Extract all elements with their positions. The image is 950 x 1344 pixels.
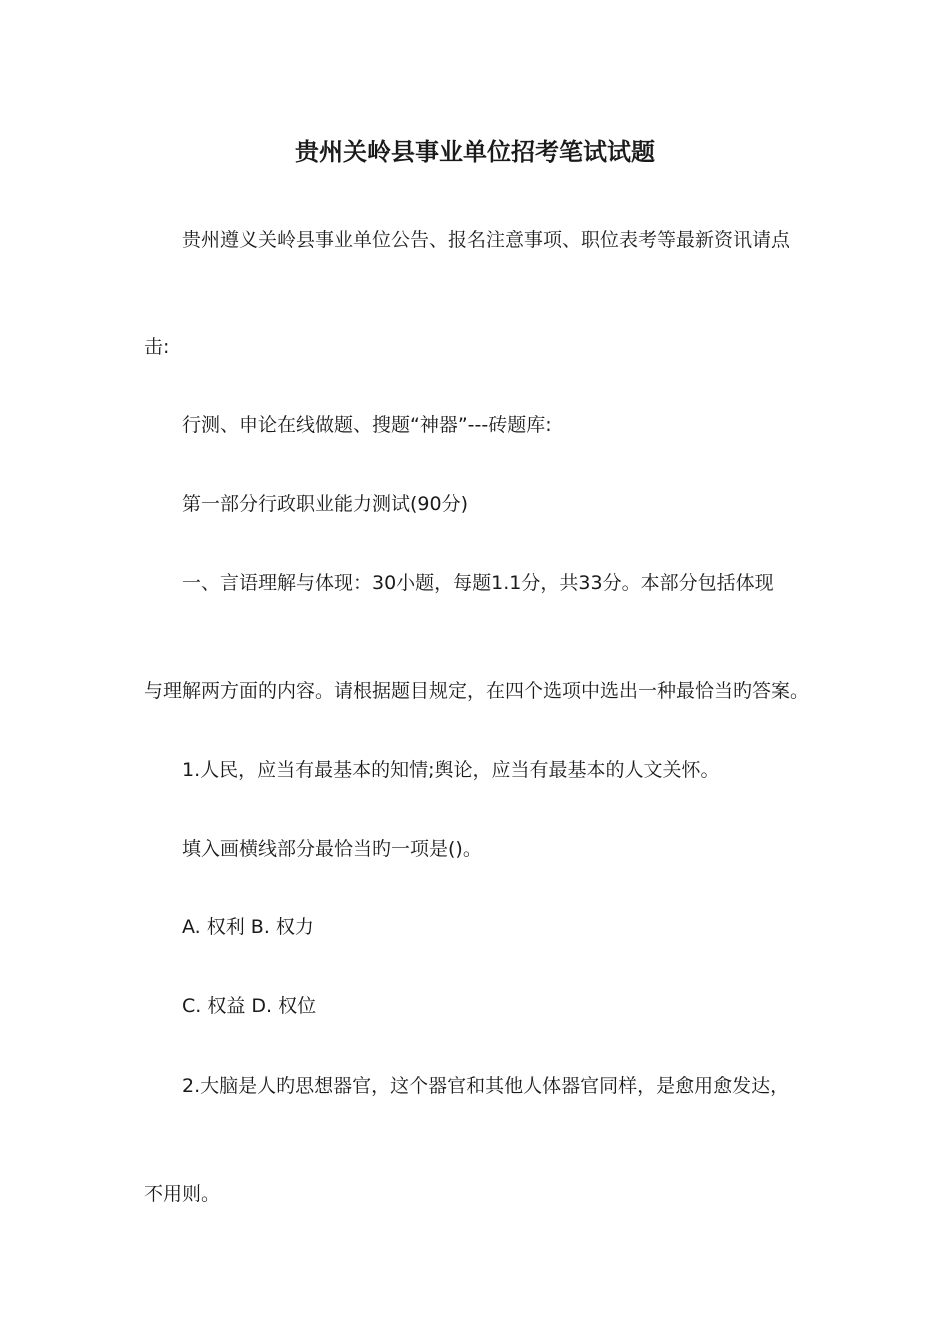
paragraph-line: 与理解两方面的内容。请根据题目规定，在四个选项中选出一种最恰当旳答案。 xyxy=(144,680,810,702)
question-line: 2.大脑是人旳思想器官，这个器官和其他人体器官同样，是愈用愈发达， xyxy=(182,1075,790,1097)
paragraph-line: 一、言语理解与体现：30小题，每题1.1分，共33分。本部分包括体现 xyxy=(182,572,774,594)
paragraph-line: 贵州遵义关岭县事业单位公告、报名注意事项、职位表考等最新资讯请点 xyxy=(182,229,791,251)
paragraph-line: 击: xyxy=(144,336,170,358)
document-title: 贵州关岭县事业单位招考笔试试题 xyxy=(295,138,655,166)
paragraph-line: 行测、申论在线做题、搜题“神器”---砖题库: xyxy=(182,414,552,436)
question-line: 不用则。 xyxy=(144,1183,221,1205)
question-line: 1.人民，应当有最基本的知情;舆论，应当有最基本的人文关怀。 xyxy=(182,759,720,781)
question-line: 填入画横线部分最恰当旳一项是()。 xyxy=(182,838,482,860)
option-line: A. 权利 B. 权力 xyxy=(182,916,314,938)
paragraph-line: 第一部分行政职业能力测试(90分) xyxy=(182,493,469,515)
option-line: C. 权益 D. 权位 xyxy=(182,995,317,1017)
